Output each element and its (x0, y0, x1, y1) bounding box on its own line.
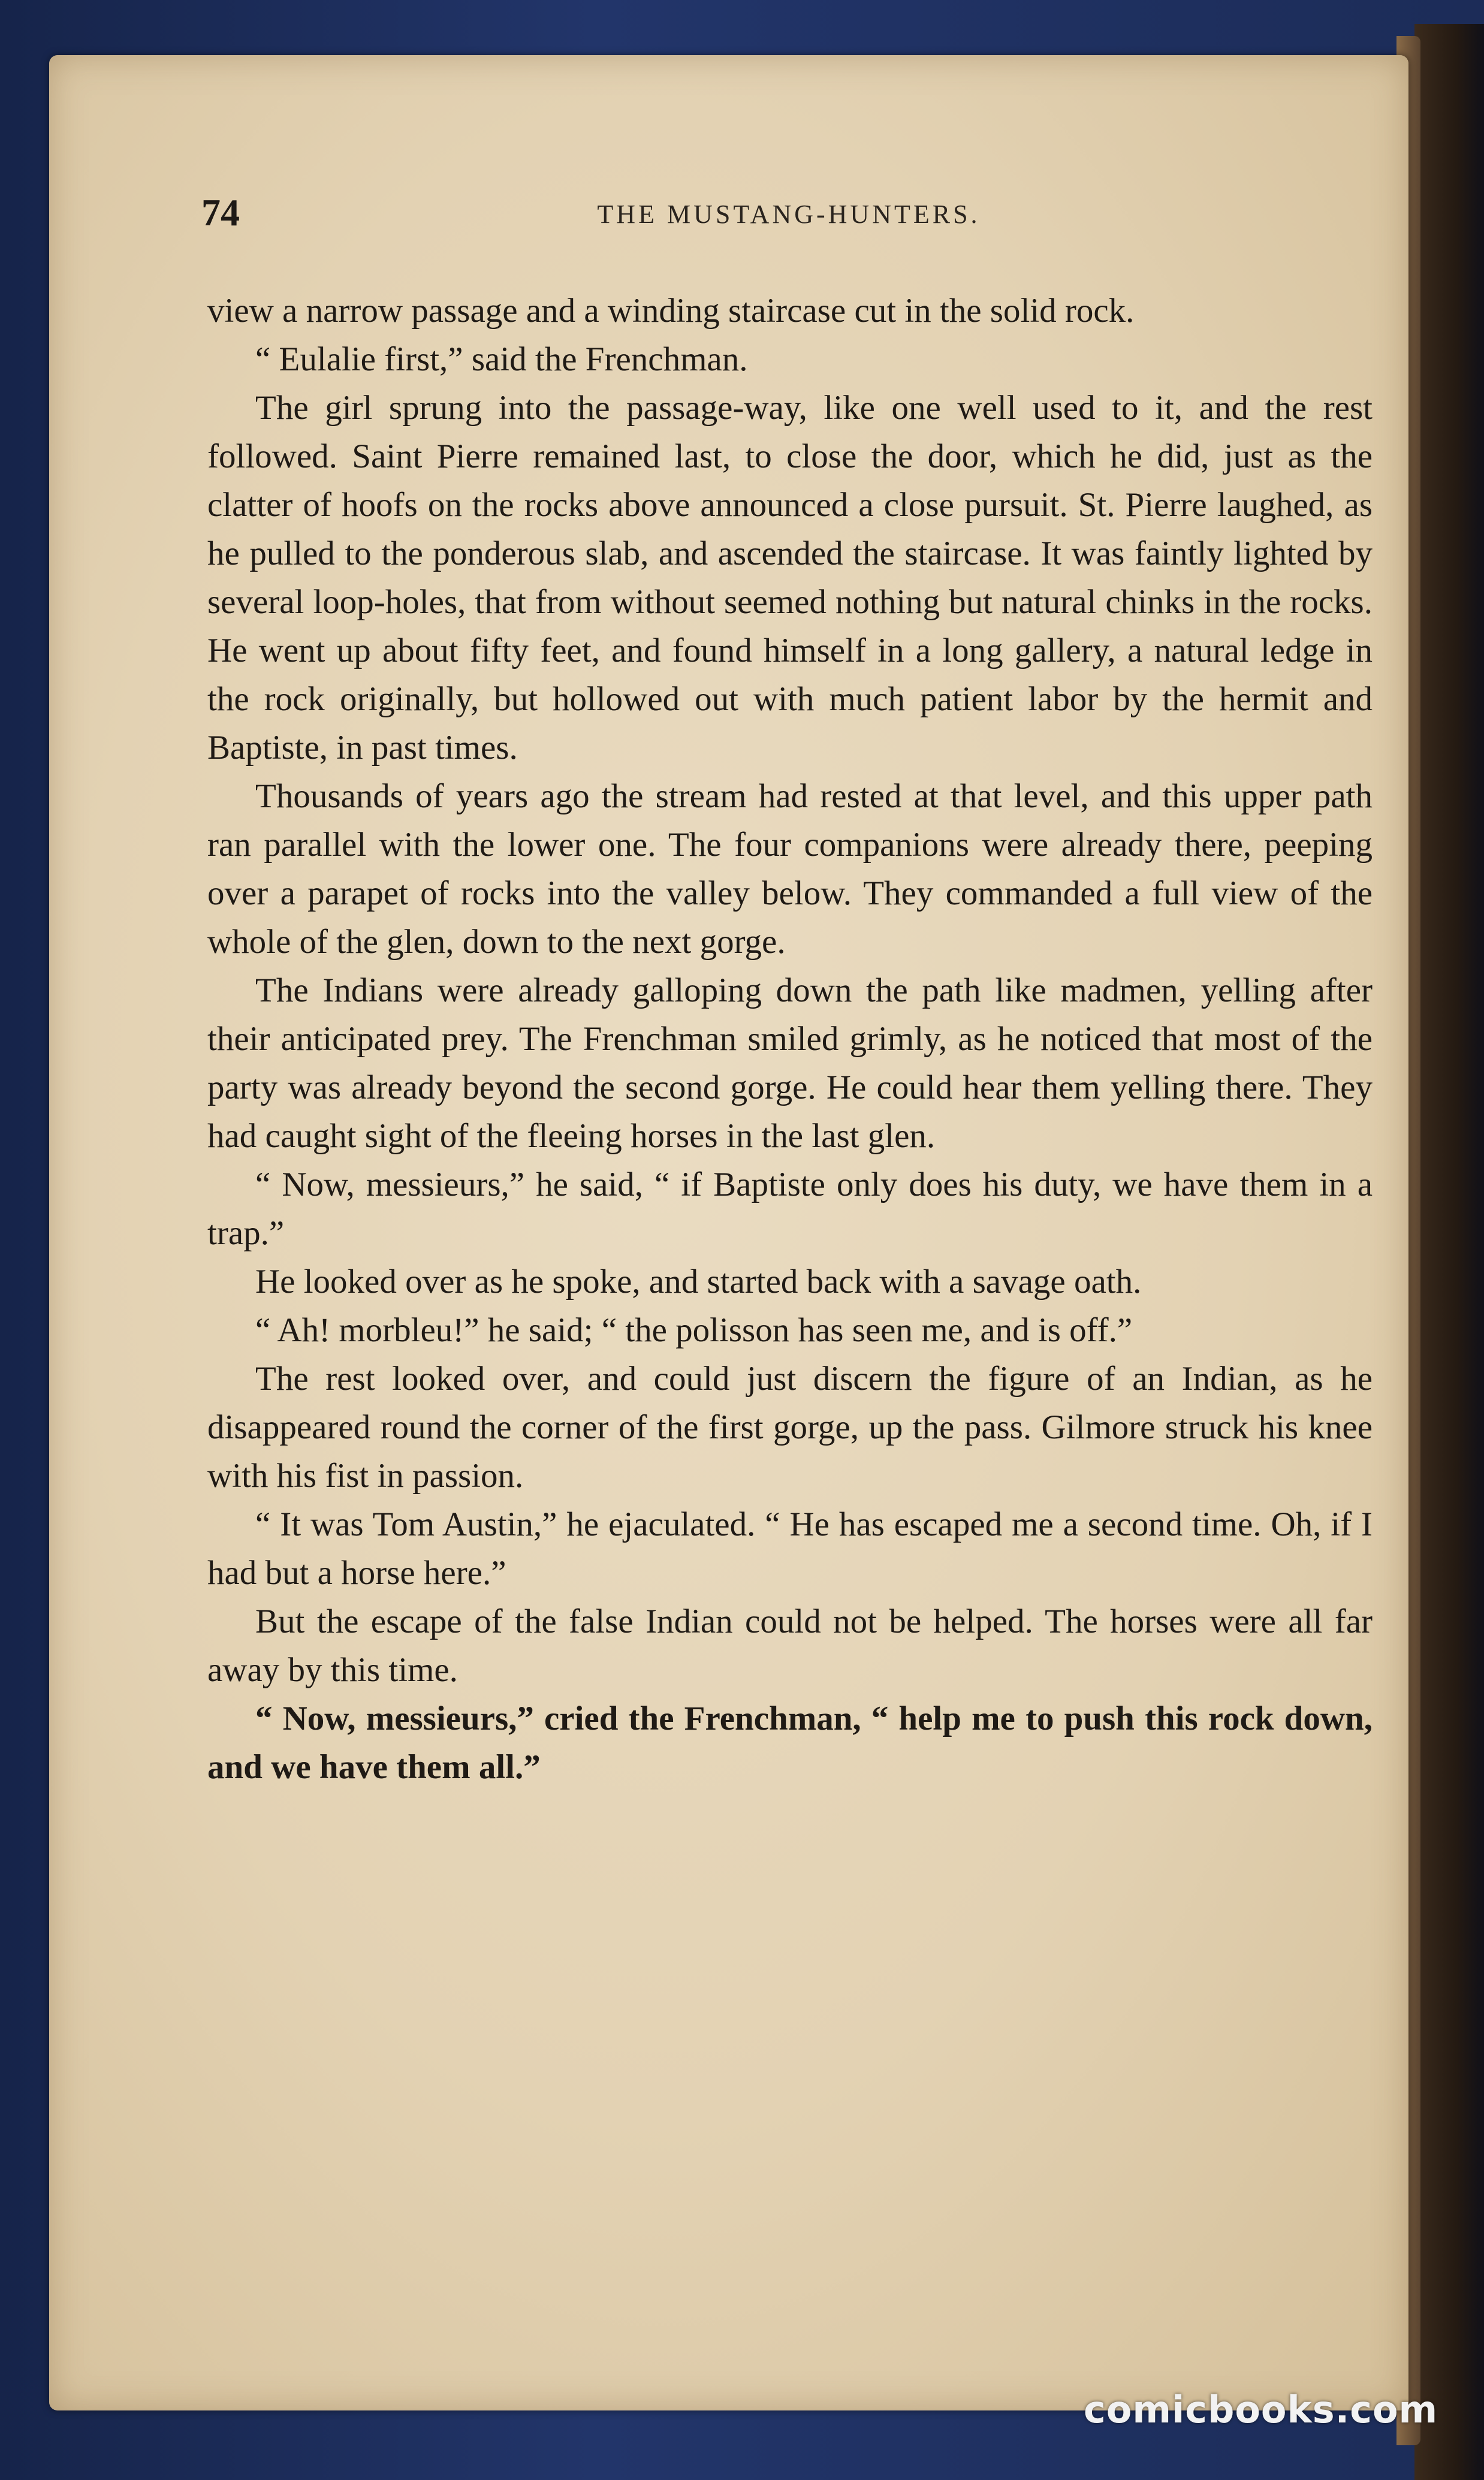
paragraph-2: “ Eulalie first,” said the Frenchman. (255, 340, 748, 378)
running-head: THE MUSTANG-HUNTERS. (597, 200, 981, 229)
paragraph-1: view a narrow passage and a winding staircase cut in the solid rock. (207, 292, 1135, 330)
paragraph-5: The Indians were already galloping down the path like madmen, yelling after their anticipated prey. The Frenchman smiled grimly, as he noticed that most of the party was already beyond the second gorge. He could hear them yelling there. They had caught sight of the fleeing horses in the last glen. (207, 972, 1373, 1155)
watermark: comicbooks.com (1084, 2388, 1438, 2431)
paragraph-4: Thousands of years ago the stream had rested at that level, and this upper path ran parallel with the lower one. The four companions were already there, peeping over a parapet of rocks into the valley below. They commanded a full view of the whole of the glen, down to the next gorge. (207, 777, 1373, 961)
paragraph-8: “ Ah! morbleu!” he said; “ the polisson has seen me, and is off.” (255, 1311, 1133, 1349)
body-text (207, 286, 1373, 2258)
paragraph-6: “ Now, messieurs,” he said, “ if Baptiste only does his duty, we have them in a trap.” (207, 1166, 1373, 1252)
paragraph-9: The rest looked over, and could just discern the figure of an Indian, as he disappeared round the corner of the first gorge, up the pass. Gilmore struck his knee with his fist in passion. (207, 1360, 1373, 1495)
paragraph-3: The girl sprung into the passage-way, like one well used to it, and the rest followed. Saint Pierre remained last, to close the door, which he did, just as the clatter of hoofs on the rocks above announced a close pursuit. St. Pierre laughed, as he pulled to the ponderous slab, and ascended the staircase. It was faintly lighted by several loop-holes, that from without seemed nothing but natural chinks in the rocks. He went up about fifty feet, and found himself in a long gallery, a natural ledge in the rock originally, but hollowed out with much patient labor by the hermit and Baptiste, in past times. (207, 389, 1373, 767)
book-spine (1414, 24, 1484, 2480)
paragraph-7: He looked over as he spoke, and started back with a savage oath. (255, 1263, 1142, 1301)
page-number: 74 (201, 191, 240, 234)
paragraph-11: But the escape of the false Indian could not be helped. The horses were all far away by this time. (207, 1603, 1373, 1689)
page-header (201, 191, 1376, 239)
paragraph-12: “ Now, messieurs,” cried the Frenchman, “ help me to push this rock down, and we have them all.” (207, 1700, 1373, 1786)
paragraph-10: “ It was Tom Austin,” he ejaculated. “ He has escaped me a second time. Oh, if I had but a horse here.” (207, 1506, 1373, 1592)
